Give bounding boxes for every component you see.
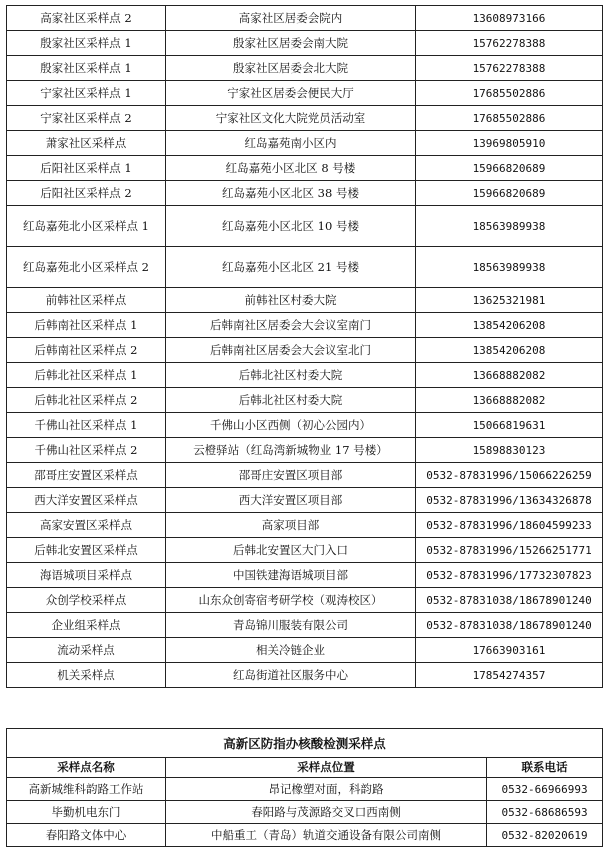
contact-phone: 0532-87831996/13634326878 — [416, 488, 603, 513]
sampling-point-name: 红岛嘉苑北小区采样点 1 — [7, 206, 166, 247]
table-row — [7, 463, 603, 488]
sampling-point-name: 后韩南社区采样点 1 — [7, 313, 166, 338]
table-row — [7, 156, 603, 181]
sampling-point-location: 中船重工（青岛）轨道交通设备有限公司南侧 — [166, 824, 487, 847]
sampling-point-name: 前韩社区采样点 — [7, 288, 166, 313]
sampling-point-name: 后阳社区采样点 1 — [7, 156, 166, 181]
contact-phone: 0532-87831996/15266251771 — [416, 538, 603, 563]
sampling-points-table-body — [7, 6, 603, 688]
sampling-point-name: 宁家社区采样点 2 — [7, 106, 166, 131]
contact-phone: 13668882082 — [416, 363, 603, 388]
header-phone: 联系电话 — [487, 758, 603, 778]
table-title: 高新区防指办核酸检测采样点 — [7, 729, 603, 758]
sampling-point-name: 后阳社区采样点 2 — [7, 181, 166, 206]
high-tech-zone-table — [6, 728, 603, 847]
table-row — [7, 247, 603, 288]
table-row — [7, 363, 603, 388]
contact-phone: 0532-87831038/18678901240 — [416, 588, 603, 613]
header-name: 采样点名称 — [7, 758, 166, 778]
sampling-point-location: 前韩社区村委大院 — [166, 288, 416, 313]
contact-phone: 0532-87831996/18604599233 — [416, 513, 603, 538]
sampling-point-name: 宁家社区采样点 1 — [7, 81, 166, 106]
contact-phone: 0532-82020619 — [487, 824, 603, 847]
table-row — [7, 6, 603, 31]
contact-phone: 15966820689 — [416, 181, 603, 206]
table-header-row — [7, 758, 603, 778]
header-location: 采样点位置 — [166, 758, 487, 778]
contact-phone: 17685502886 — [416, 81, 603, 106]
sampling-point-location: 后韩北安置区大门入口 — [166, 538, 416, 563]
sampling-point-name: 春阳路文体中心 — [7, 824, 166, 847]
contact-phone: 0532-87831038/18678901240 — [416, 613, 603, 638]
sampling-point-location: 相关冷链企业 — [166, 638, 416, 663]
table-row — [7, 488, 603, 513]
sampling-point-name: 高家安置区采样点 — [7, 513, 166, 538]
sampling-point-name: 后韩南社区采样点 2 — [7, 338, 166, 363]
sampling-point-location: 昂记橡塑对面，科韵路 — [166, 778, 487, 801]
sampling-point-location: 高家社区居委会院内 — [166, 6, 416, 31]
table-row — [7, 663, 603, 688]
table-title-row — [7, 729, 603, 758]
table-row — [7, 181, 603, 206]
high-tech-zone-table-body — [7, 778, 603, 847]
table-row — [7, 778, 603, 801]
sampling-point-name: 后韩北社区采样点 2 — [7, 388, 166, 413]
sampling-point-name: 高家社区采样点 2 — [7, 6, 166, 31]
sampling-point-location: 中国铁建海语城项目部 — [166, 563, 416, 588]
sampling-point-location: 春阳路与茂源路交叉口西南侧 — [166, 801, 487, 824]
contact-phone: 0532-87831996/15066226259 — [416, 463, 603, 488]
sampling-point-location: 邵哥庄安置区项目部 — [166, 463, 416, 488]
table-row — [7, 538, 603, 563]
table-row — [7, 31, 603, 56]
sampling-point-name: 后韩北社区采样点 1 — [7, 363, 166, 388]
contact-phone: 13854206208 — [416, 313, 603, 338]
sampling-point-location: 后韩南社区居委会大会议室北门 — [166, 338, 416, 363]
sampling-point-name: 邵哥庄安置区采样点 — [7, 463, 166, 488]
table-row — [7, 801, 603, 824]
table-row — [7, 131, 603, 156]
sampling-point-name: 红岛嘉苑北小区采样点 2 — [7, 247, 166, 288]
sampling-point-location: 后韩北社区村委大院 — [166, 388, 416, 413]
table-row — [7, 338, 603, 363]
table-row — [7, 106, 603, 131]
contact-phone: 17663903161 — [416, 638, 603, 663]
sampling-point-name: 企业组采样点 — [7, 613, 166, 638]
sampling-point-location: 红岛嘉苑南小区内 — [166, 131, 416, 156]
sampling-point-location: 红岛嘉苑小区北区 38 号楼 — [166, 181, 416, 206]
sampling-point-location: 红岛嘉苑小区北区 8 号楼 — [166, 156, 416, 181]
contact-phone: 13625321981 — [416, 288, 603, 313]
sampling-point-location: 殷家社区居委会北大院 — [166, 56, 416, 81]
table-row — [7, 56, 603, 81]
contact-phone: 15762278388 — [416, 31, 603, 56]
sampling-point-name: 流动采样点 — [7, 638, 166, 663]
sampling-point-name: 千佛山社区采样点 2 — [7, 438, 166, 463]
contact-phone: 15066819631 — [416, 413, 603, 438]
contact-phone: 13668882082 — [416, 388, 603, 413]
sampling-point-location: 西大洋安置区项目部 — [166, 488, 416, 513]
sampling-point-name: 西大洋安置区采样点 — [7, 488, 166, 513]
table-row — [7, 513, 603, 538]
table-row — [7, 824, 603, 847]
table-row — [7, 81, 603, 106]
contact-phone: 0532-68686593 — [487, 801, 603, 824]
contact-phone: 13969805910 — [416, 131, 603, 156]
table-row — [7, 588, 603, 613]
contact-phone: 15898830123 — [416, 438, 603, 463]
contact-phone: 15762278388 — [416, 56, 603, 81]
sampling-point-name: 千佛山社区采样点 1 — [7, 413, 166, 438]
contact-phone: 15966820689 — [416, 156, 603, 181]
table-row — [7, 438, 603, 463]
sampling-point-name: 众创学校采样点 — [7, 588, 166, 613]
sampling-point-location: 云橙驿站（红岛湾新城物业 17 号楼） — [166, 438, 416, 463]
sampling-point-location: 红岛街道社区服务中心 — [166, 663, 416, 688]
sampling-point-name: 海语城项目采样点 — [7, 563, 166, 588]
sampling-point-location: 宁家社区居委会便民大厅 — [166, 81, 416, 106]
contact-phone: 0532-66966993 — [487, 778, 603, 801]
sampling-point-name: 机关采样点 — [7, 663, 166, 688]
sampling-point-location: 后韩北社区村委大院 — [166, 363, 416, 388]
contact-phone: 0532-87831996/17732307823 — [416, 563, 603, 588]
sampling-point-location: 青岛锦川服装有限公司 — [166, 613, 416, 638]
contact-phone: 13854206208 — [416, 338, 603, 363]
table-row — [7, 613, 603, 638]
sampling-point-location: 山东众创寄宿考研学校（观涛校区） — [166, 588, 416, 613]
sampling-point-name: 后韩北安置区采样点 — [7, 538, 166, 563]
sampling-point-name: 萧家社区采样点 — [7, 131, 166, 156]
sampling-point-location: 红岛嘉苑小区北区 21 号楼 — [166, 247, 416, 288]
sampling-point-name: 高新城维科韵路工作站 — [7, 778, 166, 801]
sampling-point-name: 毕勤机电东门 — [7, 801, 166, 824]
sampling-point-name: 殷家社区采样点 1 — [7, 56, 166, 81]
table-row — [7, 206, 603, 247]
contact-phone: 18563989938 — [416, 247, 603, 288]
sampling-point-location: 后韩南社区居委会大会议室南门 — [166, 313, 416, 338]
sampling-point-location: 高家项目部 — [166, 513, 416, 538]
table-row — [7, 288, 603, 313]
sampling-point-name: 殷家社区采样点 1 — [7, 31, 166, 56]
table-row — [7, 563, 603, 588]
contact-phone: 18563989938 — [416, 206, 603, 247]
sampling-point-location: 红岛嘉苑小区北区 10 号楼 — [166, 206, 416, 247]
table-row — [7, 413, 603, 438]
contact-phone: 13608973166 — [416, 6, 603, 31]
sampling-point-location: 殷家社区居委会南大院 — [166, 31, 416, 56]
table-row — [7, 638, 603, 663]
sampling-point-location: 千佛山小区西侧（初心公园内） — [166, 413, 416, 438]
contact-phone: 17854274357 — [416, 663, 603, 688]
contact-phone: 17685502886 — [416, 106, 603, 131]
table-row — [7, 388, 603, 413]
sampling-points-table — [6, 5, 603, 688]
sampling-point-location: 宁家社区文化大院党员活动室 — [166, 106, 416, 131]
table-row — [7, 313, 603, 338]
